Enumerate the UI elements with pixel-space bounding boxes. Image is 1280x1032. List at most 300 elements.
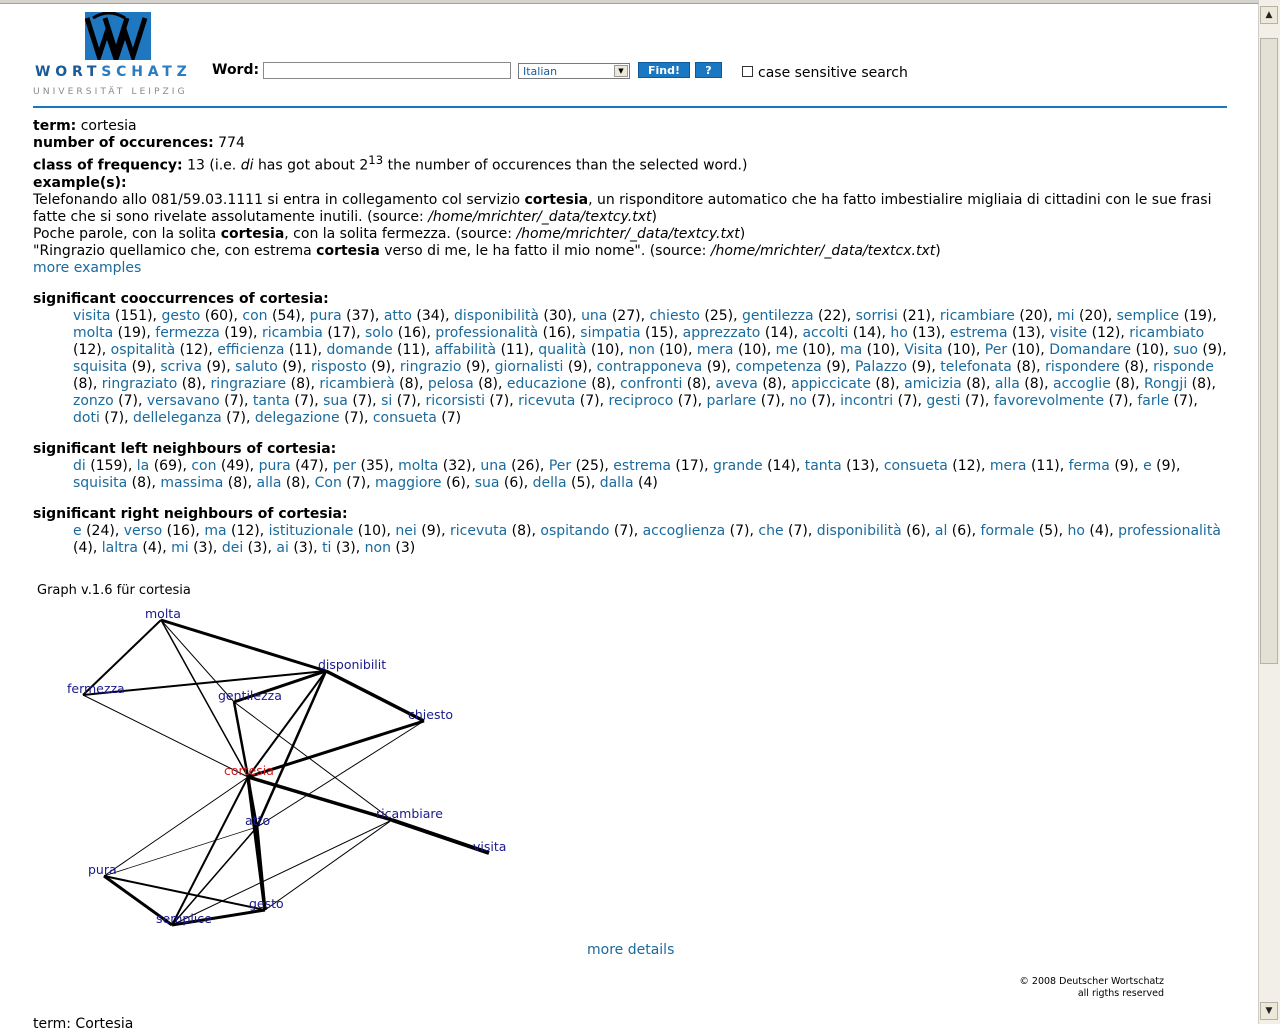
cooccurrence-link[interactable]: delegazione bbox=[254, 409, 340, 426]
frequency-text-b: has got about 2 bbox=[257, 157, 369, 174]
cooccurrence-count: (7), bbox=[893, 392, 927, 409]
cooccurrence-link[interactable]: ringraziare bbox=[210, 375, 287, 392]
cooccurrence-link[interactable]: ricambiato bbox=[1129, 324, 1205, 341]
left-neighbour-count: (8), bbox=[127, 474, 161, 491]
left-neighbour-count: (14), bbox=[762, 457, 805, 474]
cooccurrence-count: (8), bbox=[586, 375, 620, 392]
cooccurrence-link[interactable]: telefonata bbox=[940, 358, 1012, 375]
left-neighbour-link[interactable]: Con bbox=[314, 474, 342, 491]
cooccurrence-link[interactable]: contrapponeva bbox=[596, 358, 703, 375]
cooccurrence-link[interactable]: mera bbox=[696, 341, 734, 358]
left-neighbour-count: (13), bbox=[841, 457, 884, 474]
cooccurrence-count: (10), bbox=[1131, 341, 1174, 358]
left-neighbour-link[interactable]: con bbox=[191, 457, 217, 474]
right-neighbour-count: (3), bbox=[288, 539, 323, 556]
right-neighbour-link[interactable]: al bbox=[934, 522, 948, 539]
right-neighbour-count: (3), bbox=[331, 539, 365, 556]
right-neighbour-link[interactable]: ti bbox=[322, 539, 332, 556]
cooccurrence-link[interactable]: farle bbox=[1137, 392, 1170, 409]
right-neighbour-link[interactable]: ospitando bbox=[540, 522, 610, 539]
right-neighbour-count: (7), bbox=[783, 522, 817, 539]
cooccurrence-link[interactable]: molta bbox=[73, 324, 114, 341]
left-neighbour-count: (11), bbox=[1026, 457, 1069, 474]
graph-node-cortesia[interactable]: cortesia bbox=[224, 763, 274, 778]
cooccurrence-count: (7), bbox=[1104, 392, 1138, 409]
cooccurrence-count: (8), bbox=[961, 375, 995, 392]
left-neighbour-count: (47), bbox=[290, 457, 333, 474]
cooccurrence-link[interactable]: Palazzo bbox=[854, 358, 908, 375]
occurences-line bbox=[33, 135, 1229, 152]
logo-word-second: SCHATZ bbox=[101, 64, 192, 80]
cooccurrence-link[interactable]: incontri bbox=[840, 392, 894, 409]
left-neighbour-count: (25), bbox=[571, 457, 614, 474]
cooccurrence-link[interactable]: sua bbox=[323, 392, 348, 409]
chevron-down-icon[interactable]: ▼ bbox=[614, 65, 628, 77]
left-neighbour-link[interactable]: la bbox=[136, 457, 150, 474]
cooccurrence-link[interactable]: domande bbox=[326, 341, 393, 358]
graph-edge bbox=[234, 702, 392, 820]
cooccurrence-count: (7), bbox=[1169, 392, 1198, 409]
vertical-scrollbar[interactable] bbox=[1258, 0, 1280, 1024]
right-neighbour-link[interactable]: ma bbox=[204, 522, 227, 539]
cooccurrence-count: (25), bbox=[699, 307, 742, 324]
right-neighbour-count: (3) bbox=[390, 539, 416, 556]
cooccurrence-count: (8), bbox=[1110, 375, 1144, 392]
graph-node-pura[interactable]: pura bbox=[88, 862, 117, 877]
cooccurrence-count: (7), bbox=[113, 392, 147, 409]
graph-node-semplice[interactable]: semplice bbox=[156, 911, 212, 926]
cooccurrence-count: (54), bbox=[267, 307, 310, 324]
cooccurrence-link[interactable]: affabilità bbox=[434, 341, 497, 358]
right-neighbour-count: (9), bbox=[416, 522, 450, 539]
find-button[interactable]: Find! bbox=[638, 62, 690, 78]
cooccurrence-count: (7), bbox=[960, 392, 994, 409]
language-select[interactable] bbox=[518, 63, 630, 79]
case-sensitive-checkbox[interactable] bbox=[742, 66, 753, 77]
left-neighbour-count: (26), bbox=[506, 457, 549, 474]
cooccurrences-list bbox=[33, 308, 1229, 427]
cooccurrence-link[interactable]: ringrazio bbox=[399, 358, 462, 375]
left-neighbour-count: (8), bbox=[281, 474, 315, 491]
right-neighbour-link[interactable]: mi bbox=[171, 539, 189, 556]
left-neighbour-link[interactable]: ferma bbox=[1068, 457, 1110, 474]
left-neighbour-count: (17), bbox=[670, 457, 714, 474]
graph-node-gentilezza[interactable]: gentilezza bbox=[218, 688, 282, 703]
cooccurrence-link[interactable]: ho bbox=[890, 324, 908, 341]
cooccurrence-link[interactable]: saluto bbox=[235, 358, 278, 375]
cooccurrence-graph[interactable] bbox=[30, 600, 530, 940]
cooccurrence-count: (7), bbox=[347, 392, 382, 409]
graph-edge bbox=[265, 820, 392, 910]
cooccurrence-link[interactable]: gesto bbox=[161, 307, 201, 324]
cooccurrence-count: (37), bbox=[341, 307, 384, 324]
cooccurrence-link[interactable]: versavano bbox=[146, 392, 220, 409]
right-neighbour-count: (7), bbox=[725, 522, 759, 539]
copyright-line-1: © 2008 Deutscher Wortschatz bbox=[1019, 976, 1164, 987]
right-neighbour-count: (7), bbox=[609, 522, 643, 539]
cooccurrence-link[interactable]: fermezza bbox=[155, 324, 220, 341]
cooccurrence-link[interactable]: disponibilità bbox=[454, 307, 539, 324]
graph-node-chiesto[interactable]: chiesto bbox=[408, 707, 454, 722]
cooccurrence-count: (8), bbox=[1019, 375, 1053, 392]
left-neighbour-link[interactable]: maggiore bbox=[375, 474, 442, 491]
cooccurrence-count: (7), bbox=[673, 392, 707, 409]
right-neighbour-link[interactable]: professionalità bbox=[1118, 522, 1221, 539]
right-neighbour-link[interactable]: ho bbox=[1067, 522, 1085, 539]
cooccurrence-count: (12), bbox=[73, 341, 111, 358]
cooccurrence-link[interactable]: tanta bbox=[252, 392, 290, 409]
left-neighbour-link[interactable]: tanta bbox=[804, 457, 842, 474]
frequency-exponent: 13 bbox=[368, 153, 384, 167]
cooccurrence-link[interactable]: rispondere bbox=[1045, 358, 1120, 375]
logo-university: UNIVERSITÄT LEIPZIG bbox=[33, 86, 188, 97]
right-neighbour-link[interactable]: non bbox=[364, 539, 391, 556]
cooccurrence-count: (11), bbox=[392, 341, 435, 358]
left-neighbour-count: (7), bbox=[341, 474, 376, 491]
cooccurrence-link[interactable]: ma bbox=[839, 341, 863, 358]
graph-node-fermezza[interactable]: fermezza bbox=[67, 681, 125, 696]
cooccurrence-count: (8), bbox=[757, 375, 792, 392]
cooccurrence-link[interactable]: Per bbox=[984, 341, 1008, 358]
cooccurrence-count: (21), bbox=[897, 307, 940, 324]
left-neighbour-link[interactable]: mera bbox=[989, 457, 1027, 474]
help-button[interactable]: ? bbox=[695, 62, 722, 78]
cooccurrence-count: (22), bbox=[813, 307, 856, 324]
cooccurrence-count: (7), bbox=[756, 392, 790, 409]
right-neighbour-link[interactable]: dei bbox=[221, 539, 244, 556]
left-neighbour-link[interactable]: squisita bbox=[73, 474, 128, 491]
left-neighbour-count: (9), bbox=[1151, 457, 1181, 474]
right-neighbour-count: (5), bbox=[1034, 522, 1068, 539]
cooccurrence-link[interactable]: suo bbox=[1173, 341, 1198, 358]
graph-node-molta[interactable]: molta bbox=[145, 606, 181, 621]
left-neighbour-count: (5), bbox=[566, 474, 600, 491]
cooccurrence-link[interactable]: efficienza bbox=[217, 341, 285, 358]
cooccurrence-link[interactable]: si bbox=[381, 392, 393, 409]
cooccurrence-link[interactable]: visita bbox=[73, 307, 111, 324]
right-neighbour-count: (6), bbox=[901, 522, 935, 539]
occurences-label: number of occurences: bbox=[33, 135, 214, 151]
cooccurrence-link[interactable]: appiccicate bbox=[791, 375, 871, 392]
cooccurrence-link[interactable]: educazione bbox=[506, 375, 587, 392]
cooccurrence-count: (60), bbox=[200, 307, 243, 324]
left-neighbour-link[interactable]: Per bbox=[548, 457, 572, 474]
cooccurrence-link[interactable]: visite bbox=[1049, 324, 1088, 341]
cooccurrence-link[interactable]: semplice bbox=[1116, 307, 1180, 324]
cooccurrence-link[interactable]: con bbox=[242, 307, 268, 324]
right-neighbour-link[interactable]: istituzionale bbox=[268, 522, 354, 539]
cooccurrence-link[interactable]: chiesto bbox=[649, 307, 700, 324]
cooccurrence-count: (27), bbox=[607, 307, 650, 324]
cooccurrence-link[interactable]: sorrisi bbox=[855, 307, 898, 324]
left-neighbour-link[interactable]: una bbox=[480, 457, 507, 474]
cooccurrence-link[interactable]: accolti bbox=[802, 324, 849, 341]
right-neighbour-link[interactable]: che bbox=[758, 522, 784, 539]
cooccurrence-count: (9), bbox=[461, 358, 495, 375]
cooccurrence-link[interactable]: me bbox=[775, 341, 798, 358]
logo-wordmark bbox=[35, 64, 192, 80]
cooccurrence-count: (14), bbox=[848, 324, 891, 341]
cooccurrence-link[interactable]: qualità bbox=[538, 341, 587, 358]
cooccurrence-count: (151), bbox=[110, 307, 162, 324]
graph-edge bbox=[104, 827, 257, 876]
cooccurrence-count: (8), bbox=[1011, 358, 1046, 375]
cooccurrence-count: (13), bbox=[1007, 324, 1050, 341]
right-neighbour-count: (12), bbox=[226, 522, 269, 539]
cooccurrence-link[interactable]: ricorsisti bbox=[425, 392, 485, 409]
graph-node-ricambiare[interactable]: ricambiare bbox=[376, 806, 443, 821]
right-neighbour-count: (3), bbox=[243, 539, 277, 556]
cooccurrence-count: (10), bbox=[1007, 341, 1050, 358]
left-neighbour-link[interactable]: pura bbox=[258, 457, 291, 474]
cooccurrences-heading: significant cooccurrences of cortesia: bbox=[33, 290, 329, 307]
word-search-input[interactable] bbox=[263, 62, 511, 79]
cooccurrence-count: (9), bbox=[127, 358, 161, 375]
cooccurrence-link[interactable]: consueta bbox=[372, 409, 437, 426]
right-neighbour-count: (4), bbox=[73, 539, 102, 556]
left-neighbour-link[interactable]: estrema bbox=[613, 457, 671, 474]
cooccurrence-count: (9), bbox=[366, 358, 400, 375]
cooccurrence-count: (8), bbox=[73, 375, 102, 392]
right-neighbour-link[interactable]: nei bbox=[395, 522, 417, 539]
cooccurrence-link[interactable]: parlare bbox=[706, 392, 757, 409]
left-neighbour-count: (49), bbox=[216, 457, 259, 474]
cooccurrence-count: (7) bbox=[436, 409, 462, 426]
cooccurrence-link[interactable]: ricambiare bbox=[939, 307, 1015, 324]
cooccurrence-link[interactable]: solo bbox=[364, 324, 394, 341]
graph-node-visita[interactable]: visita bbox=[473, 839, 507, 854]
right-neighbour-count: (16), bbox=[162, 522, 205, 539]
cooccurrence-count: (10), bbox=[942, 341, 985, 358]
right-neighbour-link[interactable]: e bbox=[73, 522, 82, 539]
scrollbar-thumb[interactable] bbox=[1260, 38, 1278, 664]
cooccurrence-link[interactable]: professionalità bbox=[435, 324, 539, 341]
cooccurrence-link[interactable]: pelosa bbox=[427, 375, 474, 392]
left-neighbour-link[interactable]: per bbox=[332, 457, 357, 474]
cooccurrence-link[interactable]: scriva bbox=[160, 358, 202, 375]
left-neighbour-count: (159), bbox=[85, 457, 137, 474]
logo-mark-icon bbox=[85, 12, 151, 60]
left-neighbours-heading: significant left neighbours of cortesia: bbox=[33, 440, 337, 457]
cooccurrence-count: (7), bbox=[484, 392, 519, 409]
left-neighbour-link[interactable]: dalla bbox=[599, 474, 634, 491]
right-neighbours-heading: significant right neighbours of cortesia: bbox=[33, 505, 348, 522]
cooccurrence-count: (10), bbox=[586, 341, 629, 358]
more-examples-link[interactable]: more examples bbox=[33, 259, 142, 276]
logo-word-first: WORT bbox=[35, 64, 102, 80]
right-neighbour-link[interactable]: laltra bbox=[101, 539, 138, 556]
right-neighbour-count: (4), bbox=[137, 539, 172, 556]
cooccurrence-link[interactable]: risposto bbox=[310, 358, 367, 375]
scroll-down-icon[interactable]: ▼ bbox=[1260, 1002, 1278, 1020]
cooccurrence-link[interactable]: una bbox=[581, 307, 608, 324]
cooccurrence-count: (11), bbox=[496, 341, 539, 358]
cooccurrence-count: (20), bbox=[1014, 307, 1057, 324]
left-neighbour-count: (8), bbox=[223, 474, 257, 491]
cooccurrence-count: (8), bbox=[682, 375, 716, 392]
left-neighbour-link[interactable]: grande bbox=[713, 457, 763, 474]
cooccurrence-link[interactable]: delleleganza bbox=[133, 409, 222, 426]
right-neighbour-count: (6), bbox=[947, 522, 981, 539]
cooccurrence-link[interactable]: alla bbox=[994, 375, 1020, 392]
case-sensitive-label: case sensitive search bbox=[758, 65, 908, 81]
cooccurrence-link[interactable]: gentilezza bbox=[742, 307, 814, 324]
example-3: "Ringrazio quellamico che, con estrema cortesia verso di me, le ha fatto il mio nome". (source: /home/mrichter/_data/textcx.txt) bbox=[33, 242, 941, 259]
examples-label: example(s): bbox=[33, 174, 127, 191]
cooccurrence-count: (30), bbox=[538, 307, 582, 324]
cooccurrence-link[interactable]: amicizia bbox=[904, 375, 962, 392]
cooccurrence-link[interactable]: ricambierà bbox=[319, 375, 395, 392]
cooccurrence-link[interactable]: ringraziato bbox=[101, 375, 178, 392]
cooccurrence-count: (9), bbox=[563, 358, 597, 375]
cooccurrence-link[interactable]: gesti bbox=[926, 392, 961, 409]
cooccurrence-count: (14), bbox=[760, 324, 803, 341]
left-neighbour-count: (12), bbox=[947, 457, 990, 474]
cooccurrence-count: (9), bbox=[277, 358, 311, 375]
right-neighbour-count: (10), bbox=[353, 522, 396, 539]
cooccurrence-count: (8), bbox=[394, 375, 428, 392]
left-neighbour-link[interactable]: di bbox=[73, 457, 86, 474]
cooccurrence-link[interactable]: ospitalità bbox=[110, 341, 176, 358]
frequency-text-c: the number of occurences than the selected word.) bbox=[387, 157, 748, 174]
graph-node-gesto[interactable]: gesto bbox=[249, 896, 284, 911]
cooccurrence-count: (20), bbox=[1074, 307, 1117, 324]
scroll-up-icon[interactable]: ▲ bbox=[1260, 6, 1278, 24]
window-top-edge bbox=[0, 0, 1258, 4]
left-neighbour-link[interactable]: molta bbox=[398, 457, 439, 474]
left-neighbour-link[interactable]: sua bbox=[474, 474, 500, 491]
cooccurrence-count: (8), bbox=[1187, 375, 1216, 392]
right-neighbour-link[interactable]: ricevuta bbox=[450, 522, 508, 539]
cooccurrence-link[interactable]: favorevolmente bbox=[993, 392, 1105, 409]
cooccurrence-count: (8), bbox=[1119, 358, 1154, 375]
right-neighbour-count: (24), bbox=[81, 522, 124, 539]
cooccurrence-link[interactable]: squisita bbox=[73, 358, 128, 375]
example-2: Poche parole, con la solita cortesia, con la solita fermezza. (source: /home/mrichter/_data/textcy.txt) bbox=[33, 225, 746, 242]
cooccurrence-count: (16), bbox=[393, 324, 436, 341]
frequency-text-a: (i.e. bbox=[209, 157, 237, 174]
left-neighbour-link[interactable]: e bbox=[1143, 457, 1152, 474]
cooccurrence-count: (8), bbox=[286, 375, 320, 392]
left-neighbour-count: (6), bbox=[499, 474, 533, 491]
cooccurrence-count: (19), bbox=[113, 324, 156, 341]
right-neighbour-link[interactable]: formale bbox=[980, 522, 1035, 539]
left-neighbour-count: (4) bbox=[633, 474, 658, 491]
right-neighbour-link[interactable]: accoglienza bbox=[642, 522, 726, 539]
cooccurrence-count: (16), bbox=[538, 324, 581, 341]
left-neighbour-link[interactable]: alla bbox=[256, 474, 282, 491]
left-neighbour-count: (35), bbox=[356, 457, 399, 474]
example-1: Telefonando allo 081/59.03.1111 si entra in collegamento col servizio cortesia, un risponditore automatico che ha fatto imbestialire migliaia di cittadini con le sue frasi fatte che si sono rivelate assolutamente inutili. (source: /home/mrichter/_data/textcy.txt) bbox=[33, 191, 1212, 225]
cooccurrence-count: (13), bbox=[907, 324, 950, 341]
copyright-line-2: all rigths reserved bbox=[1077, 988, 1164, 999]
right-neighbour-count: (3), bbox=[188, 539, 222, 556]
cooccurrence-count: (10), bbox=[733, 341, 776, 358]
cooccurrence-count: (8), bbox=[177, 375, 211, 392]
graph-node-disponibilit[interactable]: disponibilit bbox=[318, 657, 387, 672]
left-neighbour-count: (32), bbox=[438, 457, 481, 474]
frequency-line bbox=[33, 152, 1229, 175]
cooccurrence-count: (7), bbox=[575, 392, 609, 409]
word-label: Word: bbox=[212, 62, 260, 78]
cooccurrence-count: (12), bbox=[175, 341, 218, 358]
cooccurrence-count: (19), bbox=[1179, 307, 1217, 324]
right-neighbours-list bbox=[33, 523, 1229, 557]
left-neighbour-link[interactable]: massima bbox=[160, 474, 224, 491]
cooccurrence-link[interactable]: risponde bbox=[1153, 358, 1214, 375]
graph-title: Graph v.1.6 für cortesia bbox=[37, 583, 191, 598]
cooccurrence-count: (8), bbox=[870, 375, 905, 392]
cooccurrence-count: (9), bbox=[821, 358, 855, 375]
right-neighbour-link[interactable]: disponibilità bbox=[816, 522, 902, 539]
cooccurrence-count: (7), bbox=[806, 392, 841, 409]
next-term-line: term: Cortesia bbox=[33, 1016, 134, 1032]
cooccurrence-link[interactable]: pura bbox=[309, 307, 342, 324]
cooccurrence-count: (7), bbox=[219, 392, 253, 409]
cooccurrence-count: (9), bbox=[702, 358, 736, 375]
frequency-word-di: di bbox=[240, 157, 254, 174]
right-neighbour-link[interactable]: verso bbox=[123, 522, 163, 539]
cooccurrence-link[interactable]: Domandare bbox=[1049, 341, 1132, 358]
left-neighbour-count: (9), bbox=[1109, 457, 1144, 474]
left-neighbour-link[interactable]: della bbox=[532, 474, 567, 491]
cooccurrence-link[interactable]: reciproco bbox=[608, 392, 674, 409]
cooccurrence-count: (8), bbox=[473, 375, 507, 392]
cooccurrence-link[interactable]: zonzo bbox=[73, 392, 114, 409]
cooccurrence-count: (15), bbox=[640, 324, 683, 341]
cooccurrence-link[interactable]: Visita bbox=[904, 341, 943, 358]
frequency-label: class of frequency: bbox=[33, 157, 183, 174]
cooccurrence-link[interactable]: atto bbox=[383, 307, 412, 324]
language-selected: Italian bbox=[523, 65, 558, 78]
copyright bbox=[1010, 976, 1164, 1000]
left-neighbour-count: (69), bbox=[149, 457, 192, 474]
cooccurrence-link[interactable]: doti bbox=[73, 409, 100, 426]
cooccurrence-link[interactable]: mi bbox=[1057, 307, 1075, 324]
cooccurrence-link[interactable]: non bbox=[628, 341, 655, 358]
cooccurrence-link[interactable]: no bbox=[789, 392, 807, 409]
cooccurrence-link[interactable]: estrema bbox=[949, 324, 1008, 341]
cooccurrence-link[interactable]: accoglie bbox=[1052, 375, 1111, 392]
right-neighbour-count: (8), bbox=[507, 522, 541, 539]
cooccurrence-link[interactable]: competenza bbox=[735, 358, 822, 375]
cooccurrence-count: (10), bbox=[654, 341, 697, 358]
cooccurrence-link[interactable]: ricevuta bbox=[518, 392, 576, 409]
wortschatz-logo[interactable] bbox=[33, 12, 208, 102]
more-details-link[interactable]: more details bbox=[587, 942, 675, 958]
cooccurrence-count: (9), bbox=[1197, 341, 1227, 358]
cooccurrence-link[interactable]: ricambia bbox=[261, 324, 323, 341]
graph-edge bbox=[248, 721, 424, 777]
cooccurrence-count: (19), bbox=[219, 324, 262, 341]
cooccurrence-link[interactable]: giornalisti bbox=[494, 358, 564, 375]
cooccurrence-link[interactable]: confronti bbox=[620, 375, 683, 392]
left-neighbours-list bbox=[33, 458, 1229, 492]
cooccurrence-count: (34), bbox=[411, 307, 455, 324]
cooccurrence-link[interactable]: aveva bbox=[715, 375, 758, 392]
cooccurrence-link[interactable]: simpatia bbox=[580, 324, 641, 341]
cooccurrence-link[interactable]: Rongji bbox=[1144, 375, 1188, 392]
left-neighbour-link[interactable]: consueta bbox=[883, 457, 948, 474]
cooccurrence-count: (7), bbox=[392, 392, 426, 409]
graph-node-atto[interactable]: atto bbox=[245, 813, 271, 828]
term-value: cortesia bbox=[80, 118, 137, 134]
occurences-value: 774 bbox=[218, 135, 245, 151]
right-neighbour-link[interactable]: ai bbox=[276, 539, 289, 556]
cooccurrence-link[interactable]: apprezzato bbox=[682, 324, 761, 341]
cooccurrence-count: (9), bbox=[907, 358, 941, 375]
cooccurrence-count: (10), bbox=[797, 341, 840, 358]
